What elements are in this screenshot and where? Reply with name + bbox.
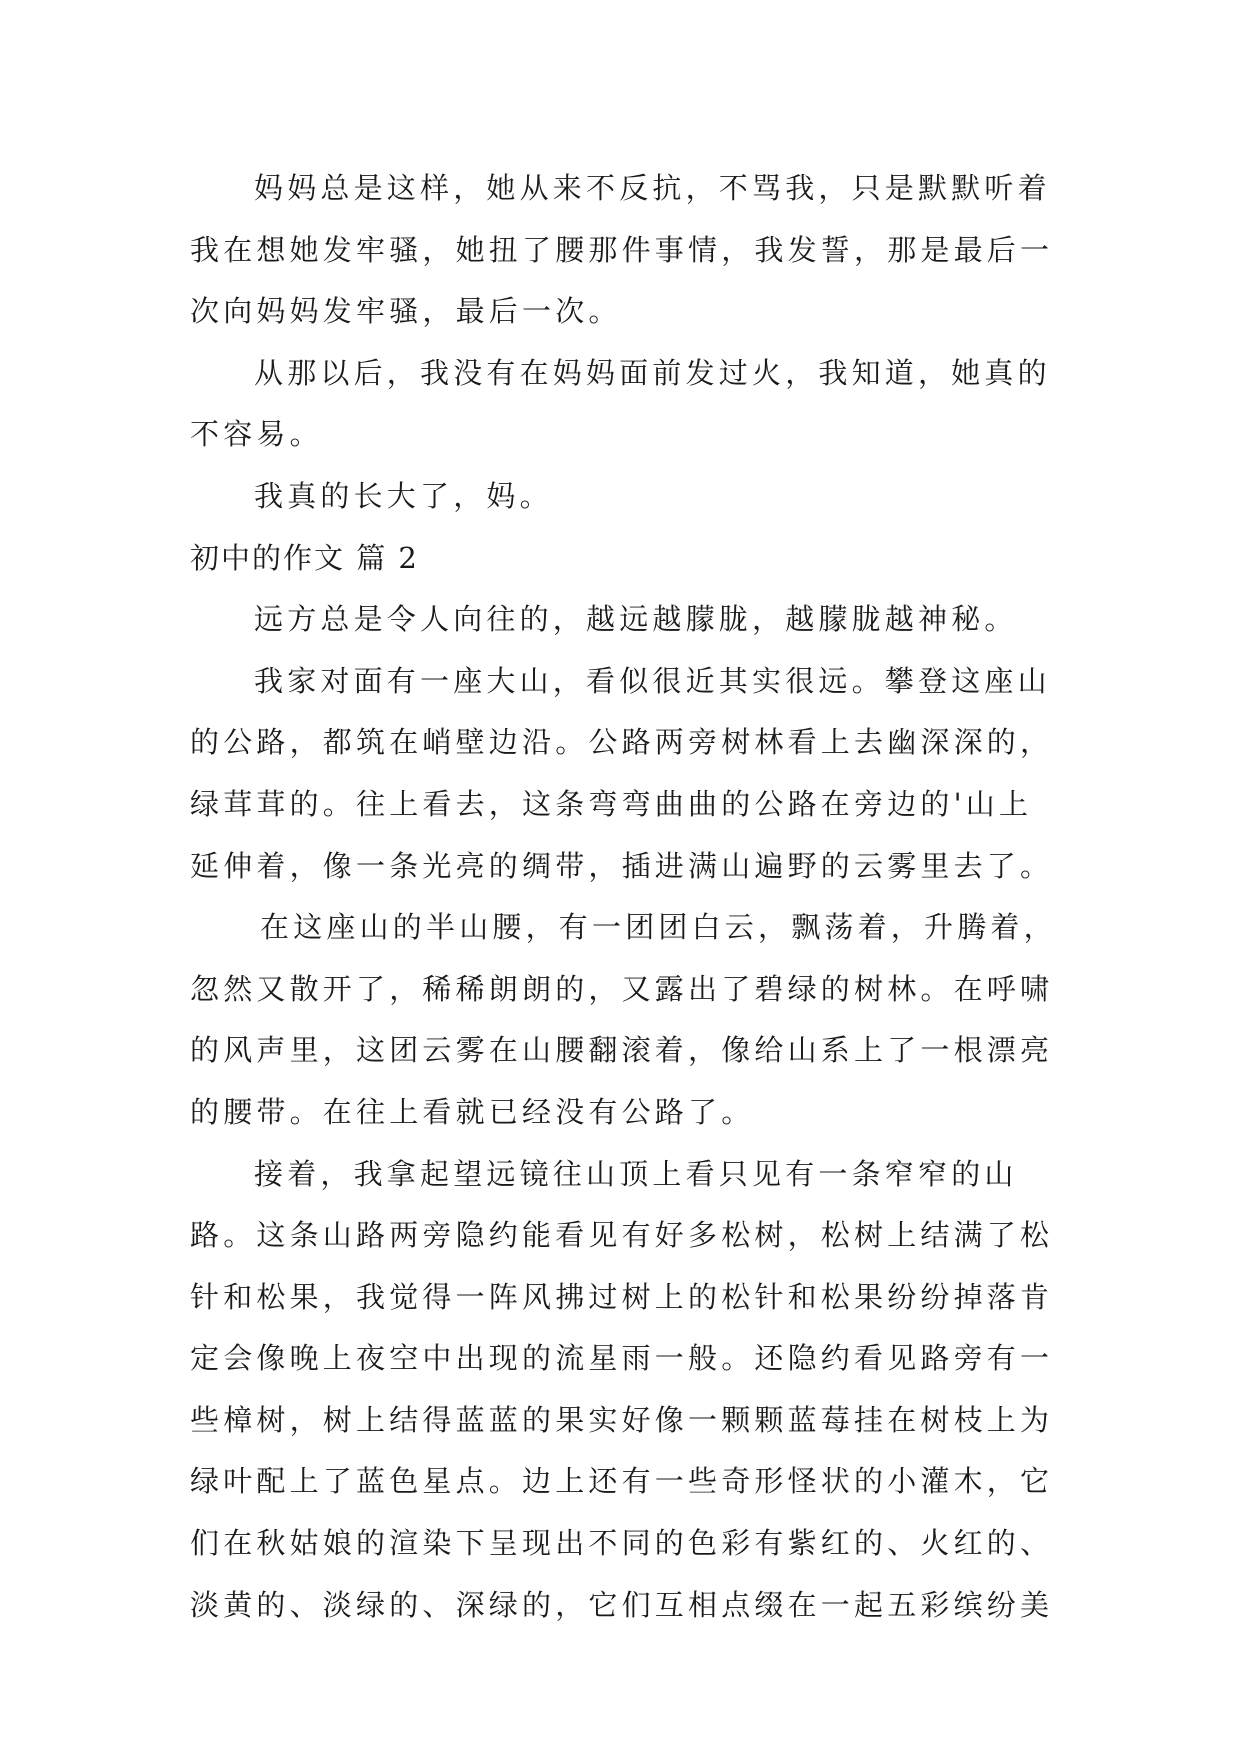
paragraph-line: 绿茸茸的。往上看去，这条弯弯曲曲的公路在旁边的'山上 — [190, 786, 1033, 821]
paragraph-line: 延伸着，像一条光亮的绸带，插进满山遍野的云雾里去了。 — [190, 848, 1054, 883]
paragraph-line: 次向妈妈发牢骚，最后一次。 — [190, 294, 622, 329]
paragraph-line: 我真的长大了，妈。 — [254, 478, 553, 513]
paragraph-line: 忽然又散开了，稀稀朗朗的，又露出了碧绿的树林。在呼啸 — [190, 971, 1054, 1006]
section-heading: 初中的作文 篇 2 — [190, 540, 419, 575]
paragraph-line: 定会像晚上夜空中出现的流星雨一般。还隐约看见路旁有一 — [190, 1341, 1054, 1376]
paragraph-line: 我家对面有一座大山，看似很近其实很远。攀登这座山 — [254, 663, 1051, 698]
paragraph-line: 的公路，都筑在峭壁边沿。公路两旁树林看上去幽深深的， — [190, 725, 1054, 760]
paragraph-line: 妈妈总是这样，她从来不反抗，不骂我，只是默默听着 — [254, 171, 1051, 205]
paragraph-line: 的风声里，这团云雾在山腰翻滚着，像给山系上了一根漂亮 — [190, 1033, 1054, 1068]
paragraph-line: 针和松果，我觉得一阵风拂过树上的松针和松果纷纷掉落肯 — [190, 1279, 1054, 1314]
paragraph-line: 从那以后，我没有在妈妈面前发过火，我知道，她真的 — [254, 355, 1051, 390]
paragraph-line: 不容易。 — [190, 417, 323, 452]
paragraph-line: 路。这条山路两旁隐约能看见有好多松树，松树上结满了松 — [190, 1218, 1054, 1253]
paragraph-line: 淡黄的、淡绿的、深绿的，它们互相点缀在一起五彩缤纷美 — [190, 1587, 1054, 1622]
document-body — [190, 158, 1057, 1636]
paragraph-line: 接着，我拿起望远镜往山顶上看只见有一条窄窄的山 — [254, 1156, 1018, 1191]
paragraph-line: 些樟树，树上结得蓝蓝的果实好像一颗颗蓝莓挂在树枝上为 — [190, 1402, 1054, 1437]
paragraph-line: 在这座山的半山腰，有一团团白云，飘荡着，升腾着， — [260, 910, 1057, 945]
paragraph-line: 们在秋姑娘的渲染下呈现出不同的色彩有紫红的、火红的、 — [190, 1526, 1054, 1561]
paragraph-line: 远方总是令人向往的，越远越朦胧，越朦胧越神秘。 — [254, 602, 1018, 637]
paragraph-line: 的腰带。在往上看就已经没有公路了。 — [190, 1094, 755, 1129]
paragraph-line: 我在想她发牢骚，她扭了腰那件事情，我发誓，那是最后一 — [190, 232, 1054, 267]
paragraph-line: 绿叶配上了蓝色星点。边上还有一些奇形怪状的小灌木，它 — [190, 1464, 1054, 1499]
